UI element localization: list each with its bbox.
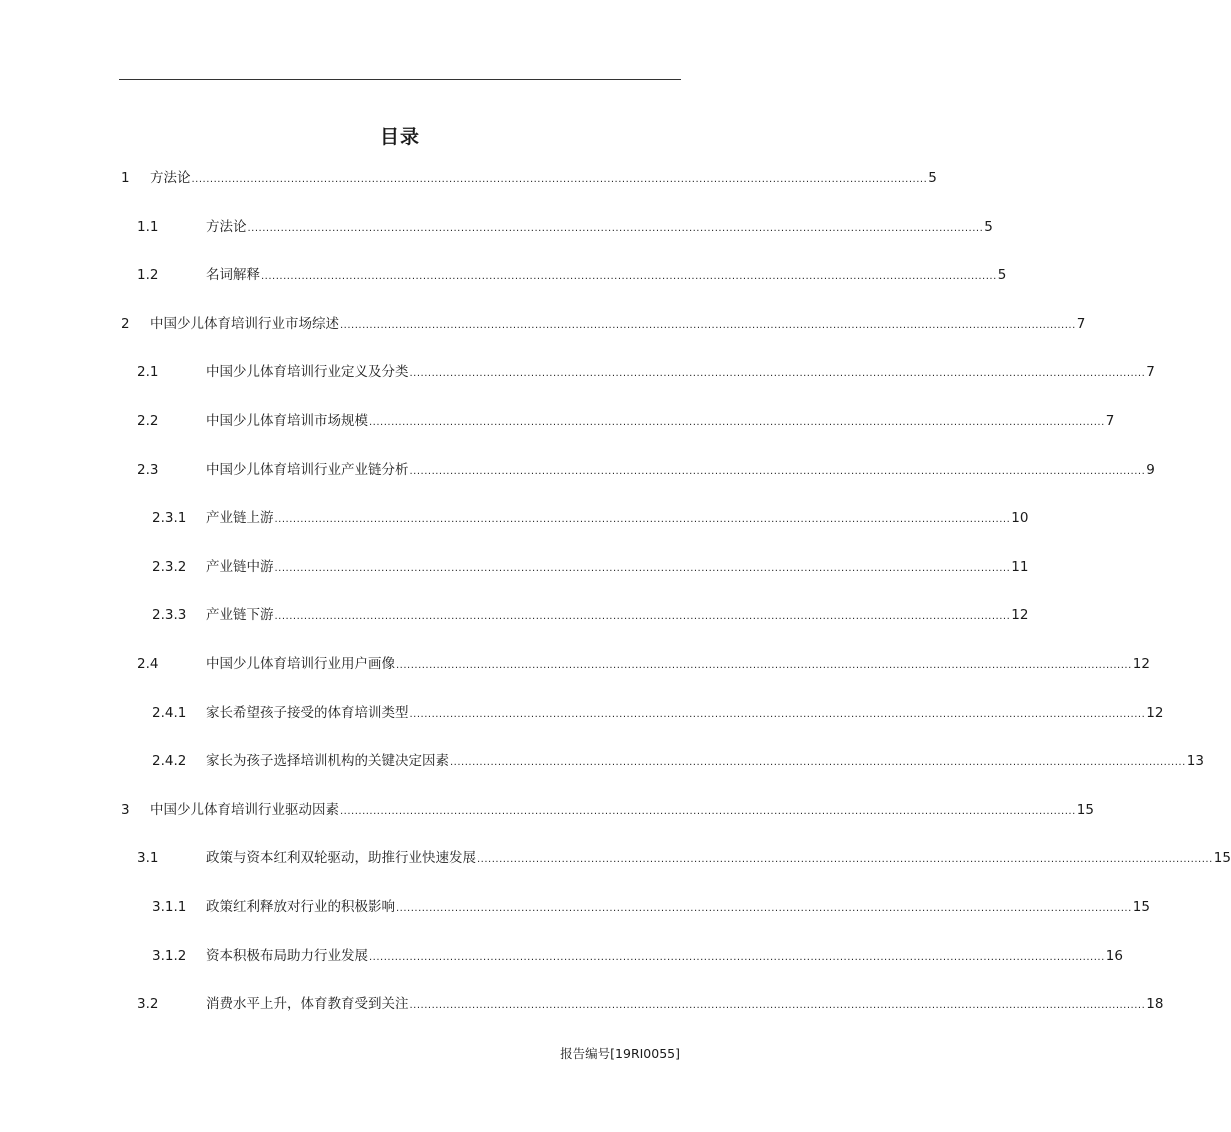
toc-entry-title: 产业链中游 [206,558,274,575]
toc-entry-number: 3.2 [137,996,159,1013]
toc-dot-leader: ........................................................................................................................................................................................................ [274,514,1011,526]
toc-entry[interactable] [0,702,1164,724]
toc-entry-title: 方法论 [150,170,191,186]
toc-dot-leader: ........................................................................................................................................................................................................ [369,417,1105,428]
toc-entry-title: 消费水平上升，体育教育受到关注 [206,996,409,1013]
toc-entry-title: 中国少儿体育培训行业产业链分析 [206,461,409,478]
toc-entry-page: 7 [1146,364,1155,381]
toc-entry-page: 5 [984,218,993,235]
toc-dot-leader: ........................................................................................................................................................................................................ [396,903,1132,914]
toc-dot-leader: ........................................................................................................................................................................................................ [261,271,997,283]
toc-entry-number: 2.1 [137,364,159,381]
toc-dot-leader: ........................................................................................................................................................................................................ [340,805,1076,817]
toc-entry-title: 家长为孩子选择培训机构的关键决定因素 [206,753,449,770]
toc-entry[interactable] [0,459,1155,481]
header-rule [119,79,681,80]
toc-entry-title: 产业链上游 [206,510,274,527]
toc-entry[interactable] [0,750,1204,772]
toc-entry[interactable] [0,799,1094,821]
toc-entry-number: 2.3.1 [152,510,187,527]
toc-entry-title: 政策红利释放对行业的积极影响 [206,899,395,915]
toc-entry-title: 产业链下游 [206,607,274,624]
toc-dot-leader: ........................................................................................................................................................................................................ [274,611,1011,623]
toc-dot-leader: ........................................................................................................................................................................................................ [409,368,1146,380]
toc-entry-number: 1 [121,170,130,186]
toc-entry-number: 2.2 [137,413,159,429]
toc-entry-page: 5 [997,267,1007,284]
toc-dot-leader: ........................................................................................................................................................................................................ [396,660,1132,671]
toc-entry-number: 3.1 [137,850,159,867]
toc-entry-page: 15 [1213,850,1231,867]
toc-entry[interactable] [0,507,1029,529]
toc-entry[interactable] [0,361,1155,383]
toc-dot-leader: ........................................................................................................................................................................................................ [409,708,1146,720]
report-code: 报告编号[19RI0055] [560,1046,680,1061]
toc-entry[interactable] [0,410,1115,432]
toc-entry-number: 2.4.2 [152,753,187,770]
toc-entry-number: 2.3.2 [152,558,187,575]
toc-dot-leader: ........................................................................................................................................................................................................ [274,562,1011,574]
toc-entry[interactable] [0,313,1086,335]
toc-dot-leader: ........................................................................................................................................................................................................ [477,854,1213,866]
toc-entry-number: 3 [121,801,130,818]
toc-entry[interactable] [0,216,993,238]
toc-entry-number: 2.3.3 [152,607,187,624]
toc-entry-page: 7 [1105,413,1115,429]
toc-dot-leader: ........................................................................................................................................................................................................ [450,757,1186,769]
toc-dot-leader: ........................................................................................................................................................................................................ [247,222,984,234]
toc-entry-title: 中国少儿体育培训行业市场综述 [150,315,339,332]
toc-entry-page: 5 [928,170,937,186]
toc-entry-page: 10 [1011,510,1029,527]
toc-entry-page: 15 [1076,801,1094,818]
toc-entry[interactable] [0,264,1007,286]
toc-entry[interactable] [0,896,1150,918]
toc-entry-page: 15 [1132,899,1150,915]
toc-entry-page: 13 [1186,753,1204,770]
toc-entry-number: 3.1.1 [152,899,187,915]
toc-dot-leader: ........................................................................................................................................................................................................ [409,1000,1146,1012]
toc-entry-number: 2.4 [137,656,159,672]
toc-entry-title: 中国少儿体育培训行业定义及分类 [206,364,409,381]
toc-entry-number: 1.2 [137,267,159,284]
toc-entry-page: 9 [1146,461,1155,478]
toc-entry-page: 18 [1146,996,1164,1013]
toc-entry-page: 11 [1011,558,1029,575]
toc-entry-title: 资本积极布局助力行业发展 [206,947,368,964]
toc-entry-title: 中国少儿体育培训行业用户画像 [206,656,395,672]
toc-entry-page: 16 [1105,947,1123,964]
toc-entry-number: 2 [121,315,130,332]
toc-entry[interactable] [0,945,1123,967]
toc-entry-title: 名词解释 [206,267,260,284]
toc-entry[interactable] [0,993,1164,1015]
toc-entry-page: 12 [1146,704,1164,721]
toc-entry-title: 方法论 [206,218,247,235]
toc-entry-number: 3.1.2 [152,947,187,964]
toc-entry-number: 2.4.1 [152,704,187,721]
toc-entry-title: 家长希望孩子接受的体育培训类型 [206,704,409,721]
toc-entry[interactable] [0,556,1029,578]
toc-entry[interactable] [0,653,1150,675]
toc-entry[interactable] [0,167,937,189]
toc-entry[interactable] [0,847,1231,869]
toc-title: 目录 [379,126,420,148]
toc-entry-number: 1.1 [137,218,159,235]
toc-entry-title: 政策与资本红利双轮驱动，助推行业快速发展 [206,850,476,867]
toc-entry-page: 12 [1132,656,1150,672]
toc-entry-title: 中国少儿体育培训行业驱动因素 [150,801,339,818]
toc-entry-page: 12 [1011,607,1029,624]
toc-dot-leader: ........................................................................................................................................................................................................ [340,319,1076,331]
toc-dot-leader: ........................................................................................................................................................................................................ [191,174,928,185]
toc-entry-title: 中国少儿体育培训市场规模 [206,413,368,429]
toc-entry-page: 7 [1076,315,1086,332]
toc-dot-leader: ........................................................................................................................................................................................................ [369,951,1105,963]
toc-entry-number: 2.3 [137,461,159,478]
toc-dot-leader: ........................................................................................................................................................................................................ [409,465,1146,477]
toc-entry[interactable] [0,604,1029,626]
